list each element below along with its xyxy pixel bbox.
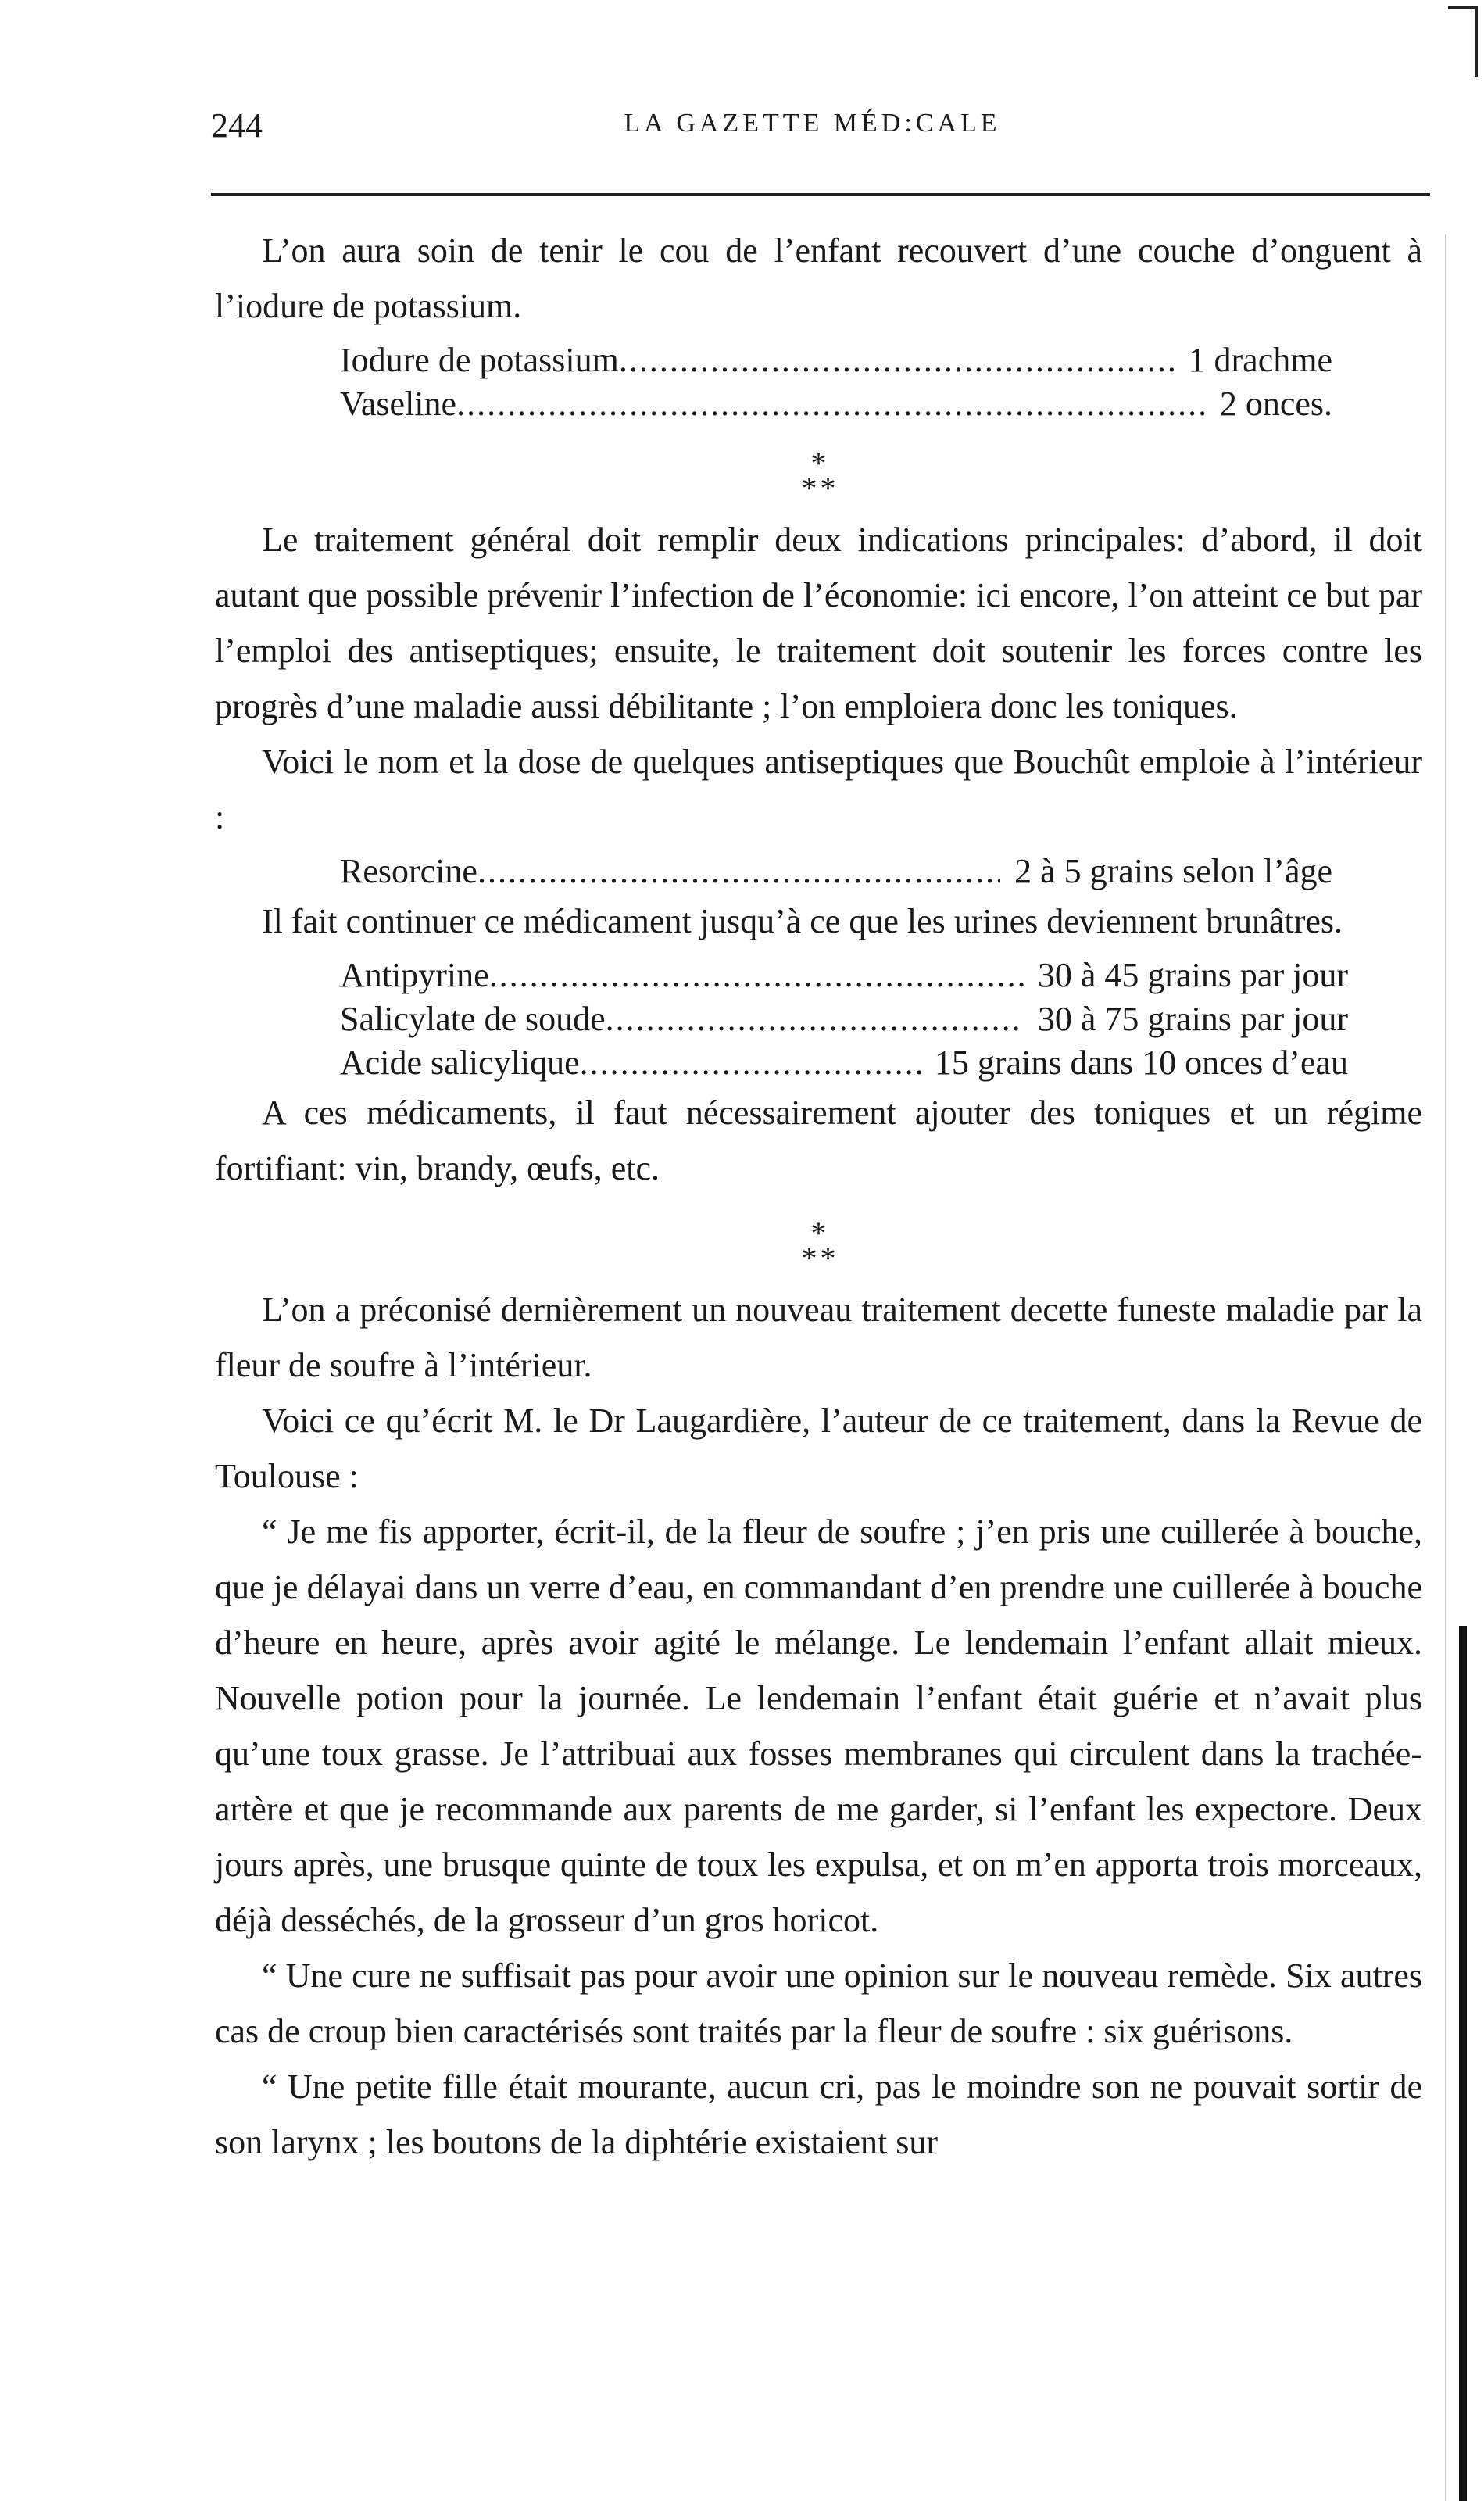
- formula-row: [340, 338, 1332, 382]
- ingredient-name: Iodure de potassium: [340, 341, 619, 379]
- paragraph: A ces médicaments, il faut nécessairement ajouter des toniques et un régime fortifiant: vin, brandy, œufs, etc.: [215, 1094, 1422, 1187]
- paragraph: Voici le nom et la dose de quelques antiseptiques que Bouchût emploie à l’intérieur :: [215, 743, 1422, 836]
- asterisk-glyph: *: [801, 471, 817, 506]
- formula-block: [215, 954, 1348, 1085]
- asterisk-glyph: *: [820, 1240, 836, 1276]
- ingredient-name: Salicylate de soude: [340, 1000, 606, 1038]
- page-header: [211, 106, 1414, 160]
- asterisk-glyph: *: [810, 1215, 827, 1251]
- ingredient-quantity: 1 drachme: [1188, 341, 1332, 379]
- scan-edge-shadow: [1445, 234, 1446, 2501]
- leader-dots: [477, 850, 1000, 893]
- ingredient-quantity: 2 onces.: [1219, 385, 1332, 423]
- asterisk-glyph: *: [810, 446, 827, 481]
- leader-dots: [619, 338, 1175, 382]
- ingredient-name: Antipyrine: [340, 956, 489, 994]
- formula-row: [340, 997, 1348, 1041]
- quoted-paragraph: “ Une cure ne suffisait pas pour avoir une opinion sur le nouveau remède. Six autres cas de croup bien caractérisés sont traités par la fleur de soufre : six guérisons.: [215, 1956, 1422, 2050]
- ingredient-name: Acide salicylique: [340, 1044, 580, 1082]
- asterism-divider: [215, 426, 1422, 512]
- ingredient-name: Resorcine: [340, 852, 477, 890]
- asterisk-glyph: *: [820, 471, 836, 506]
- formula-row: [340, 850, 1332, 893]
- ingredient-quantity: 30 à 75 grains par jour: [1037, 1000, 1348, 1038]
- ingredient-name: Vaseline: [340, 385, 457, 423]
- page-body: [215, 223, 1422, 2170]
- formula-row: [340, 382, 1332, 426]
- formula-block: [215, 338, 1332, 426]
- paragraph: L’on aura soin de tenir le cou de l’enfant recouvert d’une couche d’onguent à l’iodure de potassium.: [215, 231, 1422, 325]
- leader-dots: [580, 1041, 921, 1085]
- paragraph: Il fait continuer ce médicament jusqu’à ce que les urines deviennent brunâtres.: [262, 902, 1343, 940]
- quoted-paragraph: “ Une petite fille était mourante, aucun cri, pas le moindre son ne pouvait sortir de son larynx ; les boutons de la diphtérie existaient sur: [215, 2067, 1422, 2161]
- asterisk-glyph: *: [801, 1240, 817, 1276]
- paragraph: Le traitement général doit remplir deux indications principales: d’abord, il doit autant que possible prévenir l’infection de l’économie: ici encore, l’on atteint ce but par l’emploi des antiseptiques; ensuite, le traitement doit soutenir les forces contre les progrès d’une maladie aussi débilitante ; l’on emploiera donc les toniques.: [215, 521, 1422, 725]
- formula-row: [340, 1041, 1348, 1085]
- leader-dots: [606, 997, 1024, 1041]
- formula-row: [340, 954, 1348, 997]
- ingredient-quantity: 2 à 5 grains selon l’âge: [1014, 852, 1332, 890]
- scan-edge-bar: [1459, 1626, 1467, 2501]
- ingredient-quantity: 30 à 45 grains par jour: [1037, 956, 1348, 994]
- paragraph: L’on a préconisé dernièrement un nouveau traitement decette funeste maladie par la fleur de soufre à l’intérieur.: [215, 1291, 1422, 1384]
- quoted-paragraph: “ Je me fis apporter, écrit-il, de la fleur de soufre ; j’en pris une cuillerée à bouche, que je délayai dans un verre d’eau, en commandant d’en prendre une cuillerée à bouche d’heure en heure, après avoir agité le mélange. Le lendemain l’enfant allait mieux. Nouvelle potion pour la journée. Le lendemain l’enfant était guérie et n’avait plus qu’une toux grasse. Je l’attribuai aux fosses membranes qui circulent dans la trachée-artère et que je recommande aux parents de me garder, si l’enfant les expectore. Deux jours après, une brusque quinte de toux les expulsa, et on m’en apporta trois morceaux, déjà desséchés, de la grosseur d’un gros horicot.: [215, 1512, 1422, 1939]
- header-rule: [211, 193, 1430, 196]
- scan-corner-mark: [1448, 6, 1478, 77]
- formula-block: [215, 850, 1332, 893]
- ingredient-quantity: 15 grains dans 10 onces d’eau: [934, 1044, 1348, 1082]
- leader-dots: [456, 382, 1206, 426]
- asterism-divider: [215, 1196, 1422, 1282]
- running-title: LA GAZETTE MÉD:CALE: [624, 109, 1001, 138]
- paragraph: Voici ce qu’écrit M. le Dr Laugardière, l’auteur de ce traitement, dans la Revue de Toulouse :: [215, 1401, 1422, 1495]
- leader-dots: [489, 954, 1024, 997]
- page-number: 244: [211, 106, 263, 145]
